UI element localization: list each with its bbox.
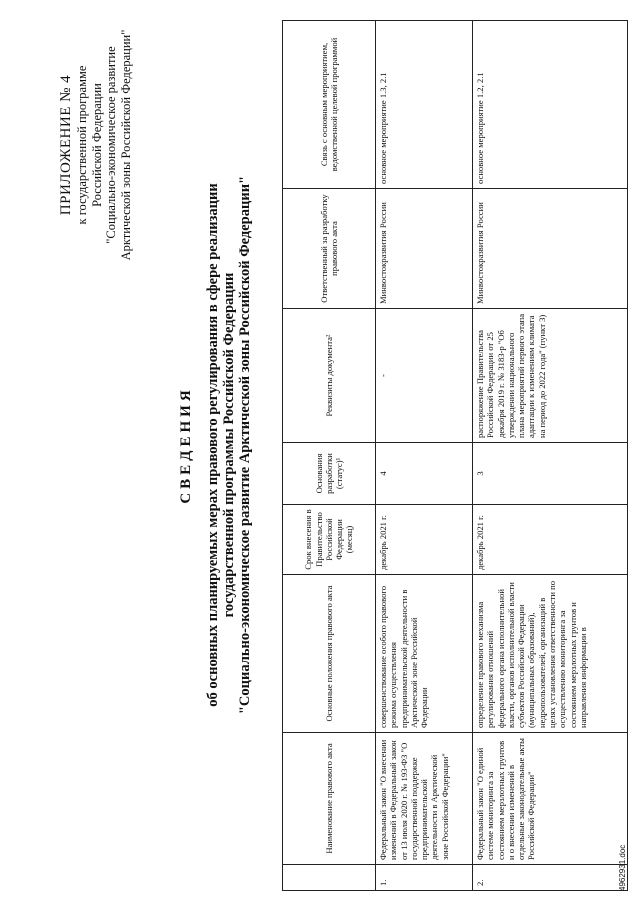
header-responsible: Ответственный за разработку правового акта xyxy=(283,189,376,309)
cell-num: 1. xyxy=(376,865,473,891)
appendix-line-4: Арктической зоны Российской Федерации" xyxy=(118,29,133,261)
heading-line-3: "Социально-экономическое развитие Арктической зоны Российской Федерации" xyxy=(237,175,253,715)
header-deadline: Срок внесения в Правительство Российской Федерации (месяц) xyxy=(283,505,376,575)
cell-deadline: декабрь 2021 г. xyxy=(376,505,473,575)
cell-basis: 4 xyxy=(376,443,473,505)
document-heading xyxy=(178,25,253,865)
file-name-footer: 4962931.doc xyxy=(618,844,627,891)
appendix-block xyxy=(58,0,133,295)
measures-table xyxy=(282,20,628,891)
cell-link: основное мероприятие 1.3, 2.1 xyxy=(376,21,473,189)
heading-line-1: об основных планируемых мерах правового регулирования в сфере реализации xyxy=(205,183,221,707)
header-link: Связь с основным мероприятием, ведомственной целевой программой xyxy=(283,21,376,189)
heading-line-2: государственной программы Российской Федерации xyxy=(221,272,237,618)
header-num xyxy=(283,865,376,891)
appendix-title: ПРИЛОЖЕНИЕ № 4 xyxy=(58,74,74,216)
header-basis: Основания разработки (статус)¹ xyxy=(283,443,376,505)
cell-requisites: распоряжение Правительства Российской Федерации от 25 декабря 2019 г. № 3183-р "Об утверждении национального плана мероприятий первого этапа адаптации к изменениям климата на период до 2022 года" (пункт 3) xyxy=(473,309,628,443)
cell-responsible: Минвостокразвития России xyxy=(376,189,473,309)
cell-requisites: - xyxy=(376,309,473,443)
cell-basis: 3 xyxy=(473,443,628,505)
header-name: Наименование правового акта xyxy=(283,733,376,865)
appendix-line-2: Российской Федерации xyxy=(89,83,104,207)
cell-provisions: определение правового механизма регулирования отношений федерального органа исполнительной власти, органов исполнительной власти субъектов Российской Федерации (муниципальных образований), недропользователей, организаций в целях установления ответственности по осуществлению мониторинга за состоянием мерзлотных грунтов и направления информации в xyxy=(473,575,628,733)
cell-responsible: Минвостокразвития России xyxy=(473,189,628,309)
table-row xyxy=(473,21,628,891)
cell-num: 2. xyxy=(473,865,628,891)
heading-title: СВЕДЕНИЯ xyxy=(178,386,194,504)
table-header-row xyxy=(283,21,376,891)
header-provisions: Основные положения правового акта xyxy=(283,575,376,733)
cell-provisions: совершенствование особого правового режима осуществления предпринимательской деятельности в Арктической зоне Российской Федерации xyxy=(376,575,473,733)
header-requisites: Реквизиты документа² xyxy=(283,309,376,443)
cell-link: основное мероприятие 1.2, 2.1 xyxy=(473,21,628,189)
cell-name: Федеральный закон "О единой системе мониторинга за состоянием мерзлотных грунтов и о внесении изменений в отдельные законодательные акты Российской Федерации" xyxy=(473,733,628,865)
table-row xyxy=(376,21,473,891)
appendix-line-1: к государственной программе xyxy=(75,65,89,225)
cell-name: Федеральный закон "О внесении изменений в Федеральный закон от 13 июля 2020 г. № 193-ФЗ "О государственной поддержке предпринимательской деятельности в Арктической зоне Российской Федерации" xyxy=(376,733,473,865)
appendix-line-3: "Социально-экономическое развитие xyxy=(104,46,118,244)
cell-deadline: декабрь 2021 г. xyxy=(473,505,628,575)
